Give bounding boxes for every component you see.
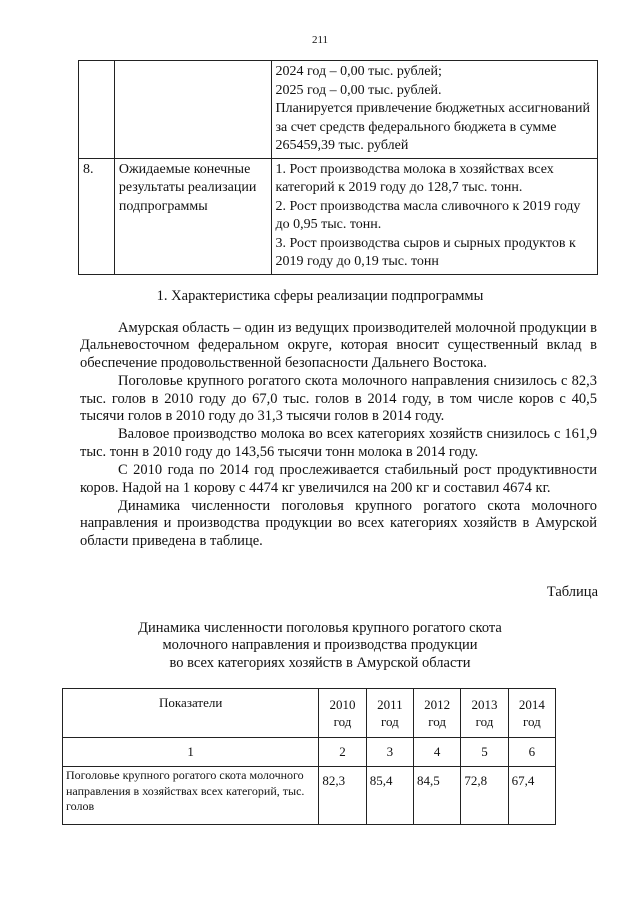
column-number-row: [63, 738, 556, 767]
column-number: 4: [413, 738, 460, 767]
header-year-2013: [461, 689, 508, 738]
table-row: [63, 767, 556, 825]
column-number: 3: [366, 738, 413, 767]
paragraph: С 2010 года по 2014 год прослеживается стабильный рост продуктивности коров. Надой на 1 корову с 4474 кг увеличился на 200 кг и составил 4674 кг.: [80, 462, 597, 496]
value-cell: 82,3: [319, 767, 366, 825]
value-cell: 84,5: [413, 767, 460, 825]
column-number: 2: [319, 738, 366, 767]
federal-budget-line: Планируется привлечение бюджетных ассигнований за счет средств федерального бюджета в сумме 265459,39 тыс. рублей: [275, 101, 590, 153]
year-unit: год: [475, 714, 494, 729]
indicator-cell: Поголовье крупного рогатого скота молочного направления в хозяйствах всех категорий, тыс. голов: [63, 767, 319, 825]
header-year-2011: [366, 689, 413, 738]
year-value: 2012: [424, 697, 451, 712]
header-year-2010: [319, 689, 366, 738]
funding-line-2025: 2025 год – 0,00 тыс. рублей.: [275, 82, 442, 98]
result-item-3: 3. Рост производства сыров и сырных продуктов к 2019 году до 0,19 тыс. тонн: [275, 235, 576, 269]
value-cell: 85,4: [366, 767, 413, 825]
column-number: 5: [461, 738, 508, 767]
year-value: 2013: [471, 697, 498, 712]
row-label-cell: [114, 61, 271, 159]
paragraph: Амурская область – один из ведущих производителей молочной продукции в Дальневосточном федеральном округе, которая вносит существенный вклад в обеспечение продовольственной безопасности Дальнего Востока.: [80, 320, 597, 371]
value-cell: 67,4: [508, 767, 555, 825]
header-year-2012: [413, 689, 460, 738]
year-value: 2014: [518, 697, 545, 712]
funding-line-2024: 2024 год – 0,00 тыс. рублей;: [275, 64, 442, 79]
paragraph: Динамика численности поголовья крупного рогатого скота молочного направления и производства продукции во всех категориях хозяйств в Амурской области приведена в таблице.: [80, 498, 597, 549]
result-item-1: 1. Рост производства молока в хозяйствах всех категорий к 2019 году до 128,7 тыс. тонн.: [275, 161, 554, 195]
row-content-cell: [271, 61, 598, 159]
livestock-dynamics-table: [62, 688, 556, 825]
paragraph: Валовое производство молока во всех категориях хозяйств снизилось с 161,9 тыс. тонн в 2010 году до 143,56 тысячи тонн молока в 2014 году.: [80, 426, 597, 460]
header-year-2014: [508, 689, 555, 738]
table-title-line: во всех категориях хозяйств в Амурской области: [169, 654, 471, 671]
row-label-cell: Ожидаемые конечные результаты реализации подпрограммы: [114, 158, 271, 274]
year-unit: год: [333, 714, 352, 729]
year-unit: год: [380, 714, 399, 729]
table-title-line: молочного направления и производства продукции: [162, 637, 478, 654]
table-row: [79, 158, 598, 274]
subprogram-passport-table: [78, 60, 598, 275]
year-value: 2011: [377, 697, 403, 712]
paragraph: Поголовье крупного рогатого скота молочного направления снизилось с 82,3 тыс. голов в 2010 году до 67,0 тыс. голов в 2014 году, в том числе коров с 40,5 тысячи голов в 2010 году до 31,3 тысячи голов в 2014 году.: [80, 373, 597, 425]
table-title-line: Динамика численности поголовья крупного рогатого скота: [138, 620, 502, 636]
year-unit: год: [428, 714, 447, 729]
row-number-cell: 8.: [79, 158, 115, 274]
column-number: 1: [63, 738, 319, 767]
column-number: 6: [508, 738, 555, 767]
result-item-2: 2. Рост производства масла сливочного к 2019 году до 0,95 тыс. тонн.: [275, 198, 581, 232]
table-row: [79, 61, 598, 159]
header-indicator: Показатели: [63, 689, 319, 738]
section-title: 1. Характеристика сферы реализации подпрограммы: [156, 288, 484, 304]
table-title: [0, 620, 640, 672]
row-content-cell: [271, 158, 598, 274]
table-label: Таблица: [546, 584, 598, 600]
page-number: 211: [311, 34, 329, 46]
table-header-row: [63, 689, 556, 738]
body-text: [80, 320, 597, 551]
value-cell: 72,8: [461, 767, 508, 825]
year-value: 2010: [329, 697, 356, 712]
row-number-cell: [79, 61, 115, 159]
year-unit: год: [522, 714, 541, 729]
